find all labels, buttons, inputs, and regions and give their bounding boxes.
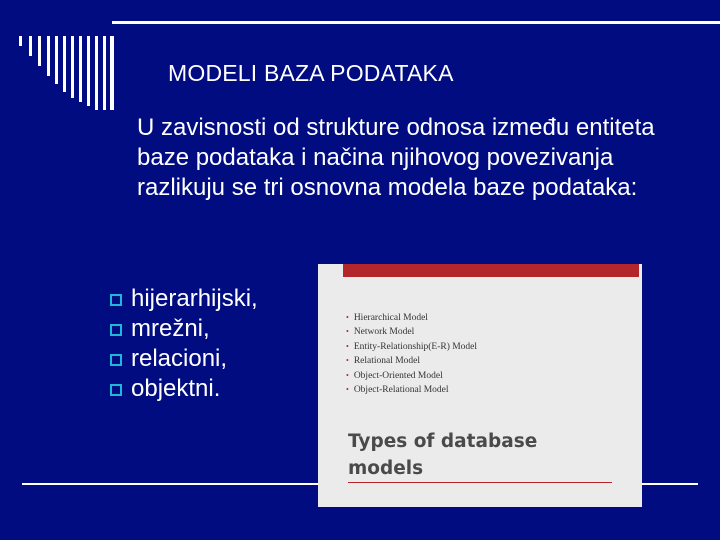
image-list-item-label: Entity-Relationship(E-R) Model — [353, 341, 478, 352]
image-model-list — [346, 311, 477, 397]
bullet-dot-icon: • — [346, 356, 349, 366]
image-list-item — [346, 340, 477, 354]
intro-paragraph: U zavisnosti od strukture odnosa između entiteta baze podataka i načina njihovog povezivanja razlikuju se tri osnovna modela baze podataka: — [137, 114, 655, 201]
list-item — [110, 284, 258, 314]
image-list-item — [346, 354, 477, 368]
image-list-item-label: Object-Oriented Model — [353, 370, 443, 381]
image-top-bar — [343, 264, 639, 277]
list-item — [110, 344, 258, 374]
image-heading-underline — [348, 482, 612, 483]
image-list-item — [346, 311, 477, 325]
bullet-dot-icon: • — [346, 370, 349, 380]
list-item — [110, 374, 258, 404]
list-item — [110, 314, 258, 344]
database-models-image — [318, 264, 642, 507]
image-list-item — [346, 369, 477, 383]
image-list-item — [346, 383, 477, 397]
bullet-dot-icon: • — [346, 327, 349, 337]
square-bullet-icon — [110, 384, 122, 396]
bullet-dot-icon: • — [346, 341, 349, 351]
list-item-label: hijerarhijski, — [131, 285, 258, 312]
image-heading: Types of database models — [348, 431, 538, 479]
slide-title: MODELI BAZA PODATAKA — [168, 60, 454, 86]
image-list-item-label: Object-Relational Model — [353, 385, 449, 396]
image-list-item-label: Relational Model — [353, 356, 421, 367]
square-bullet-icon — [110, 354, 122, 366]
square-bullet-icon — [110, 324, 122, 336]
list-item-label: mrežni, — [131, 315, 210, 342]
image-list-item — [346, 325, 477, 339]
image-list-item-label: Hierarchical Model — [353, 313, 428, 323]
model-list — [110, 284, 258, 404]
list-item-label: relacioni, — [131, 345, 228, 372]
image-list-item-label: Network Model — [353, 327, 415, 338]
bullet-dot-icon: • — [346, 385, 349, 395]
square-bullet-icon — [110, 294, 122, 306]
top-rule — [112, 21, 720, 24]
bullet-dot-icon: • — [346, 313, 349, 322]
list-item-label: objektni. — [131, 375, 221, 402]
decorative-stripes — [0, 0, 120, 110]
